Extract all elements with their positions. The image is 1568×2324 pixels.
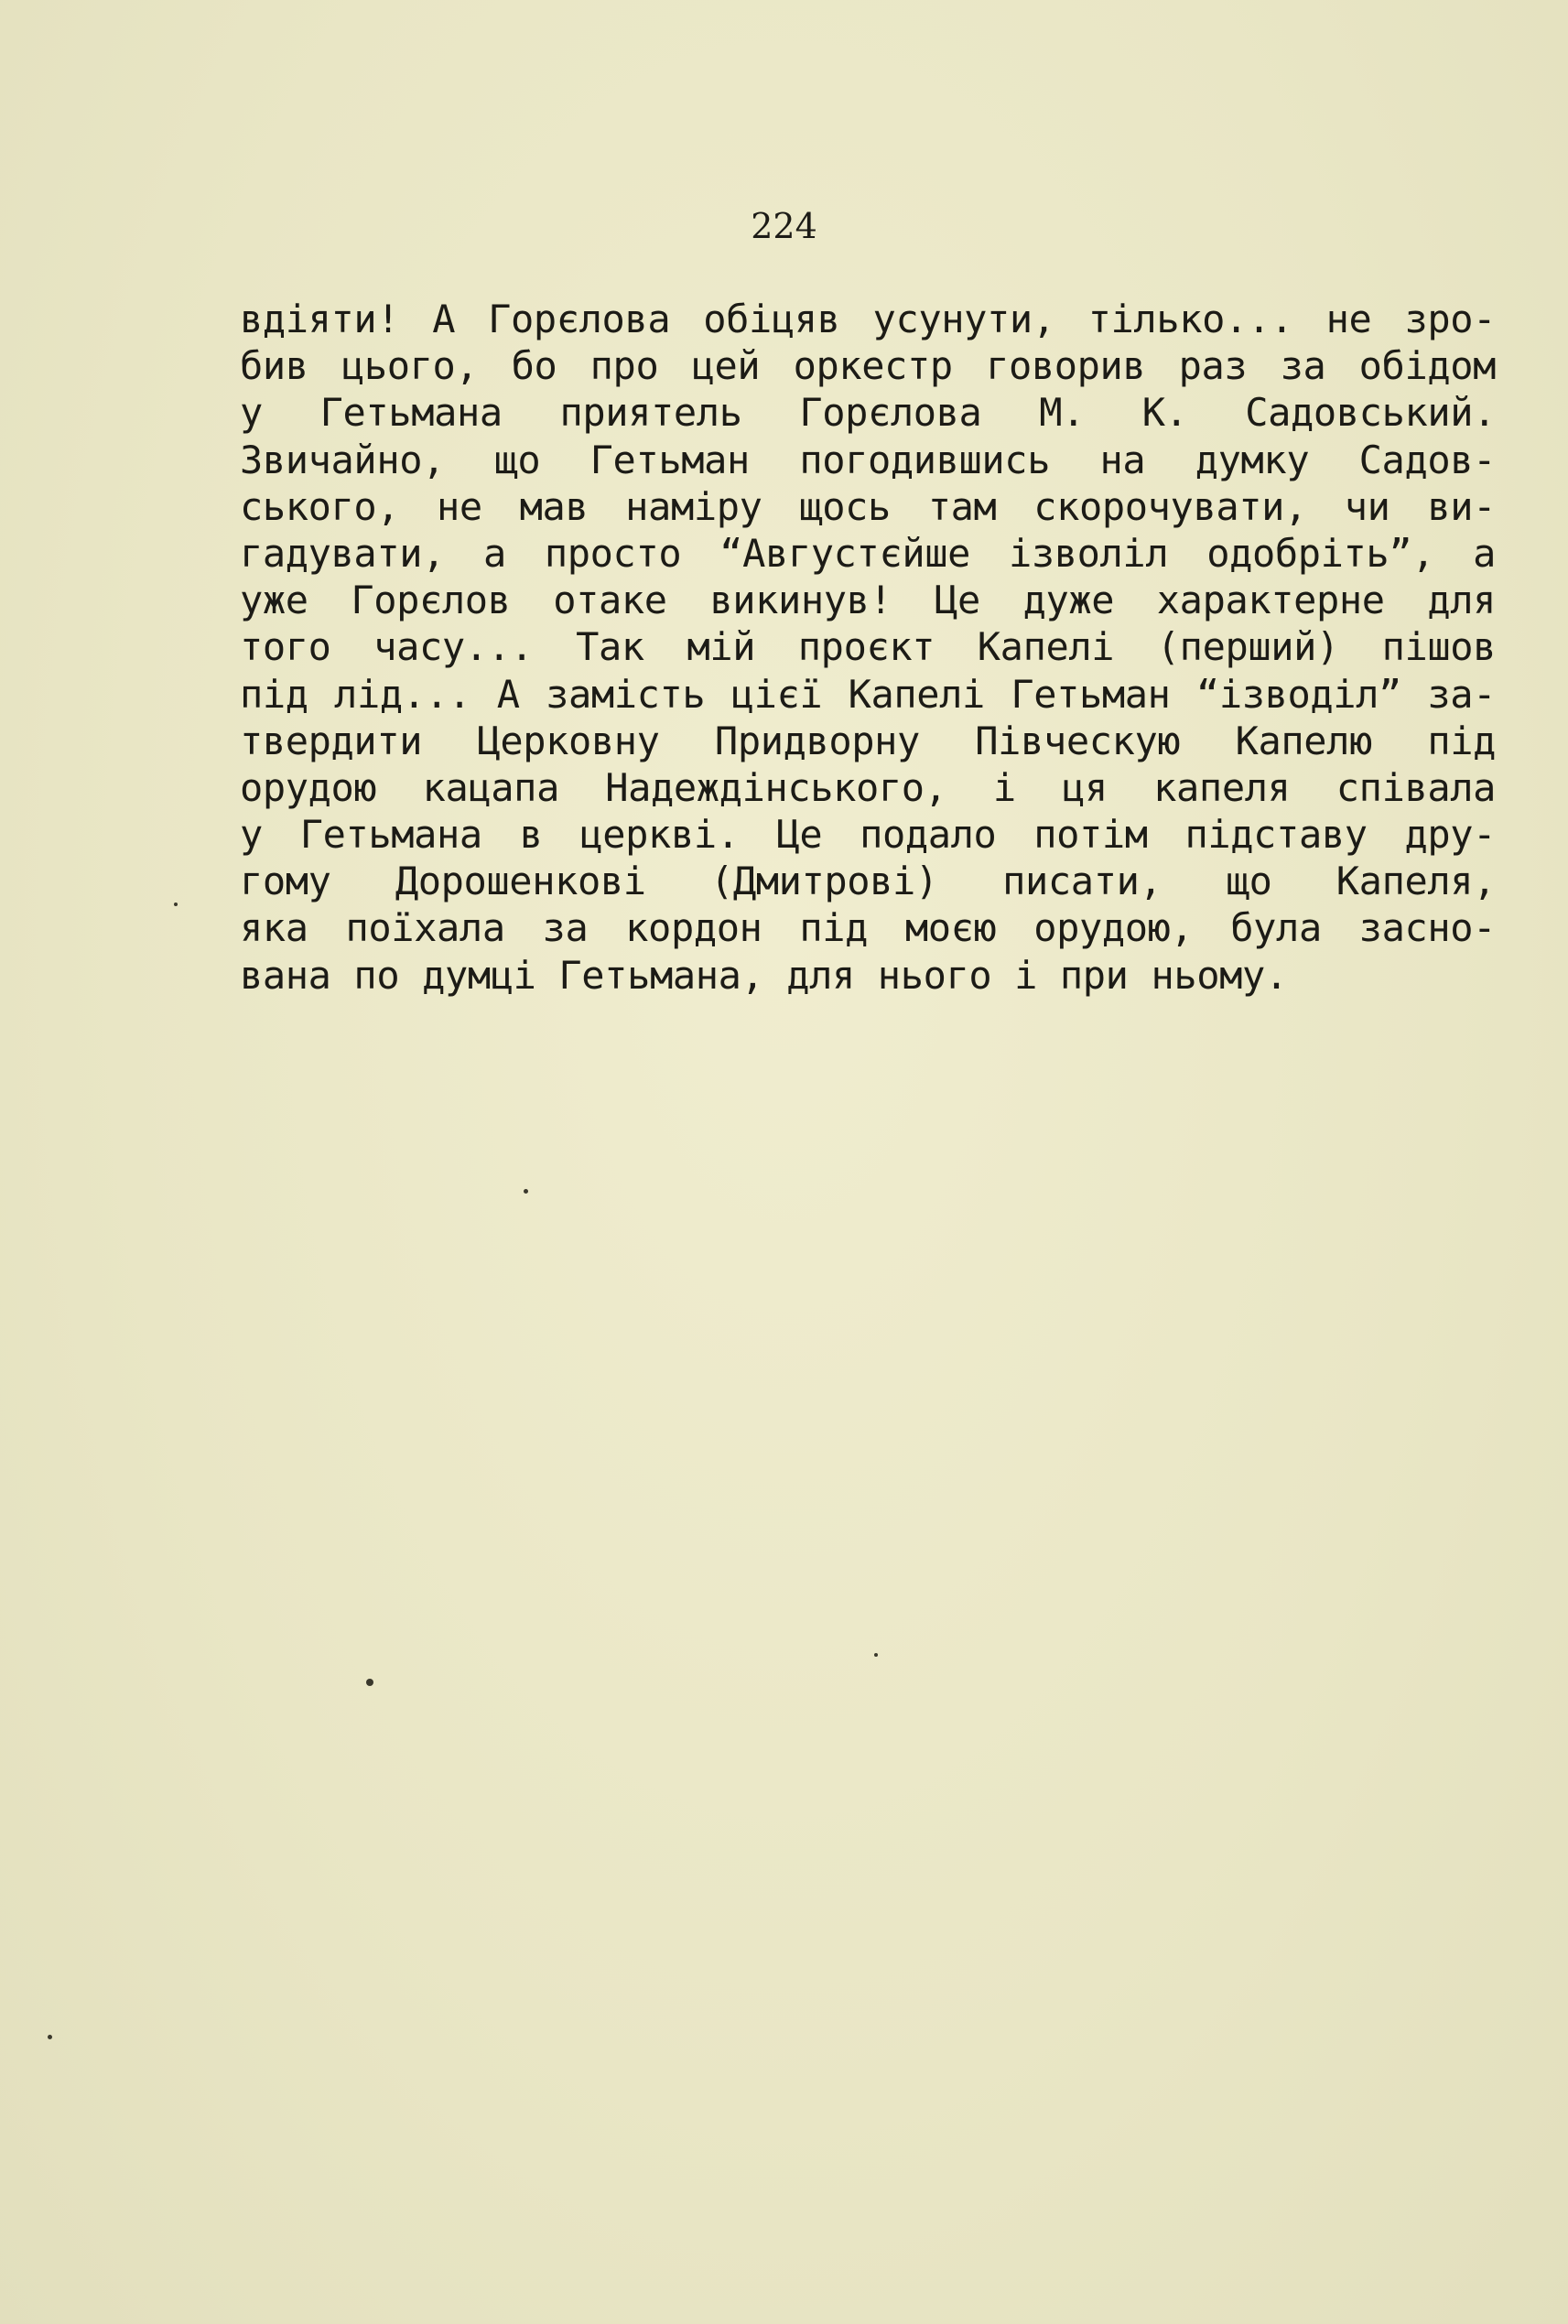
text-line: яка поїхала за кордон під моєю орудою, була засно- [240,905,1496,951]
paper-speck [874,1653,878,1657]
page-number: 224 [751,206,817,246]
text-line: у Гетьмана приятель Горєлова М. К. Садовський. [240,390,1496,436]
text-line: того часу... Так мій проєкт Капелі (перший) пішов [240,624,1496,670]
text-line: уже Горєлов отаке викинув! Це дуже характерне для [240,578,1496,623]
text-line: Звичайно, що Гетьман погодившись на думку Садов- [240,437,1496,482]
text-line: гадувати, а просто “Августєйше ізволіл одобріть”, а [240,530,1496,576]
body-text [240,296,1496,999]
paper-speck [174,903,178,906]
paper-speck [524,1189,528,1194]
text-line: ського, не мав наміру щось там скорочувати, чи ви- [240,483,1496,529]
text-line: орудою кацапа Надеждінського, і ця капеля співала [240,764,1496,810]
text-line: гому Дорошенкові (Дмитрові) писати, що Капеля, [240,859,1496,904]
text-line: у Гетьмана в церкві. Це подало потім підставу дру- [240,812,1496,858]
text-line: вана по думці Гетьмана, для нього і при ньому. [240,952,1288,998]
paper-speck [48,2035,52,2039]
text-line: під лід... А замість цієї Капелі Гетьман “ізводіл” за- [240,671,1496,717]
text-line: твердити Церковну Придворну Півческую Капелю під [240,718,1496,763]
text-line: вдіяти! А Горєлова обіцяв усунути, тілько... не зро- [240,297,1496,341]
text-line: бив цього, бо про цей оркестр говорив раз за обідом [240,343,1496,389]
paper-speck [366,1679,373,1686]
